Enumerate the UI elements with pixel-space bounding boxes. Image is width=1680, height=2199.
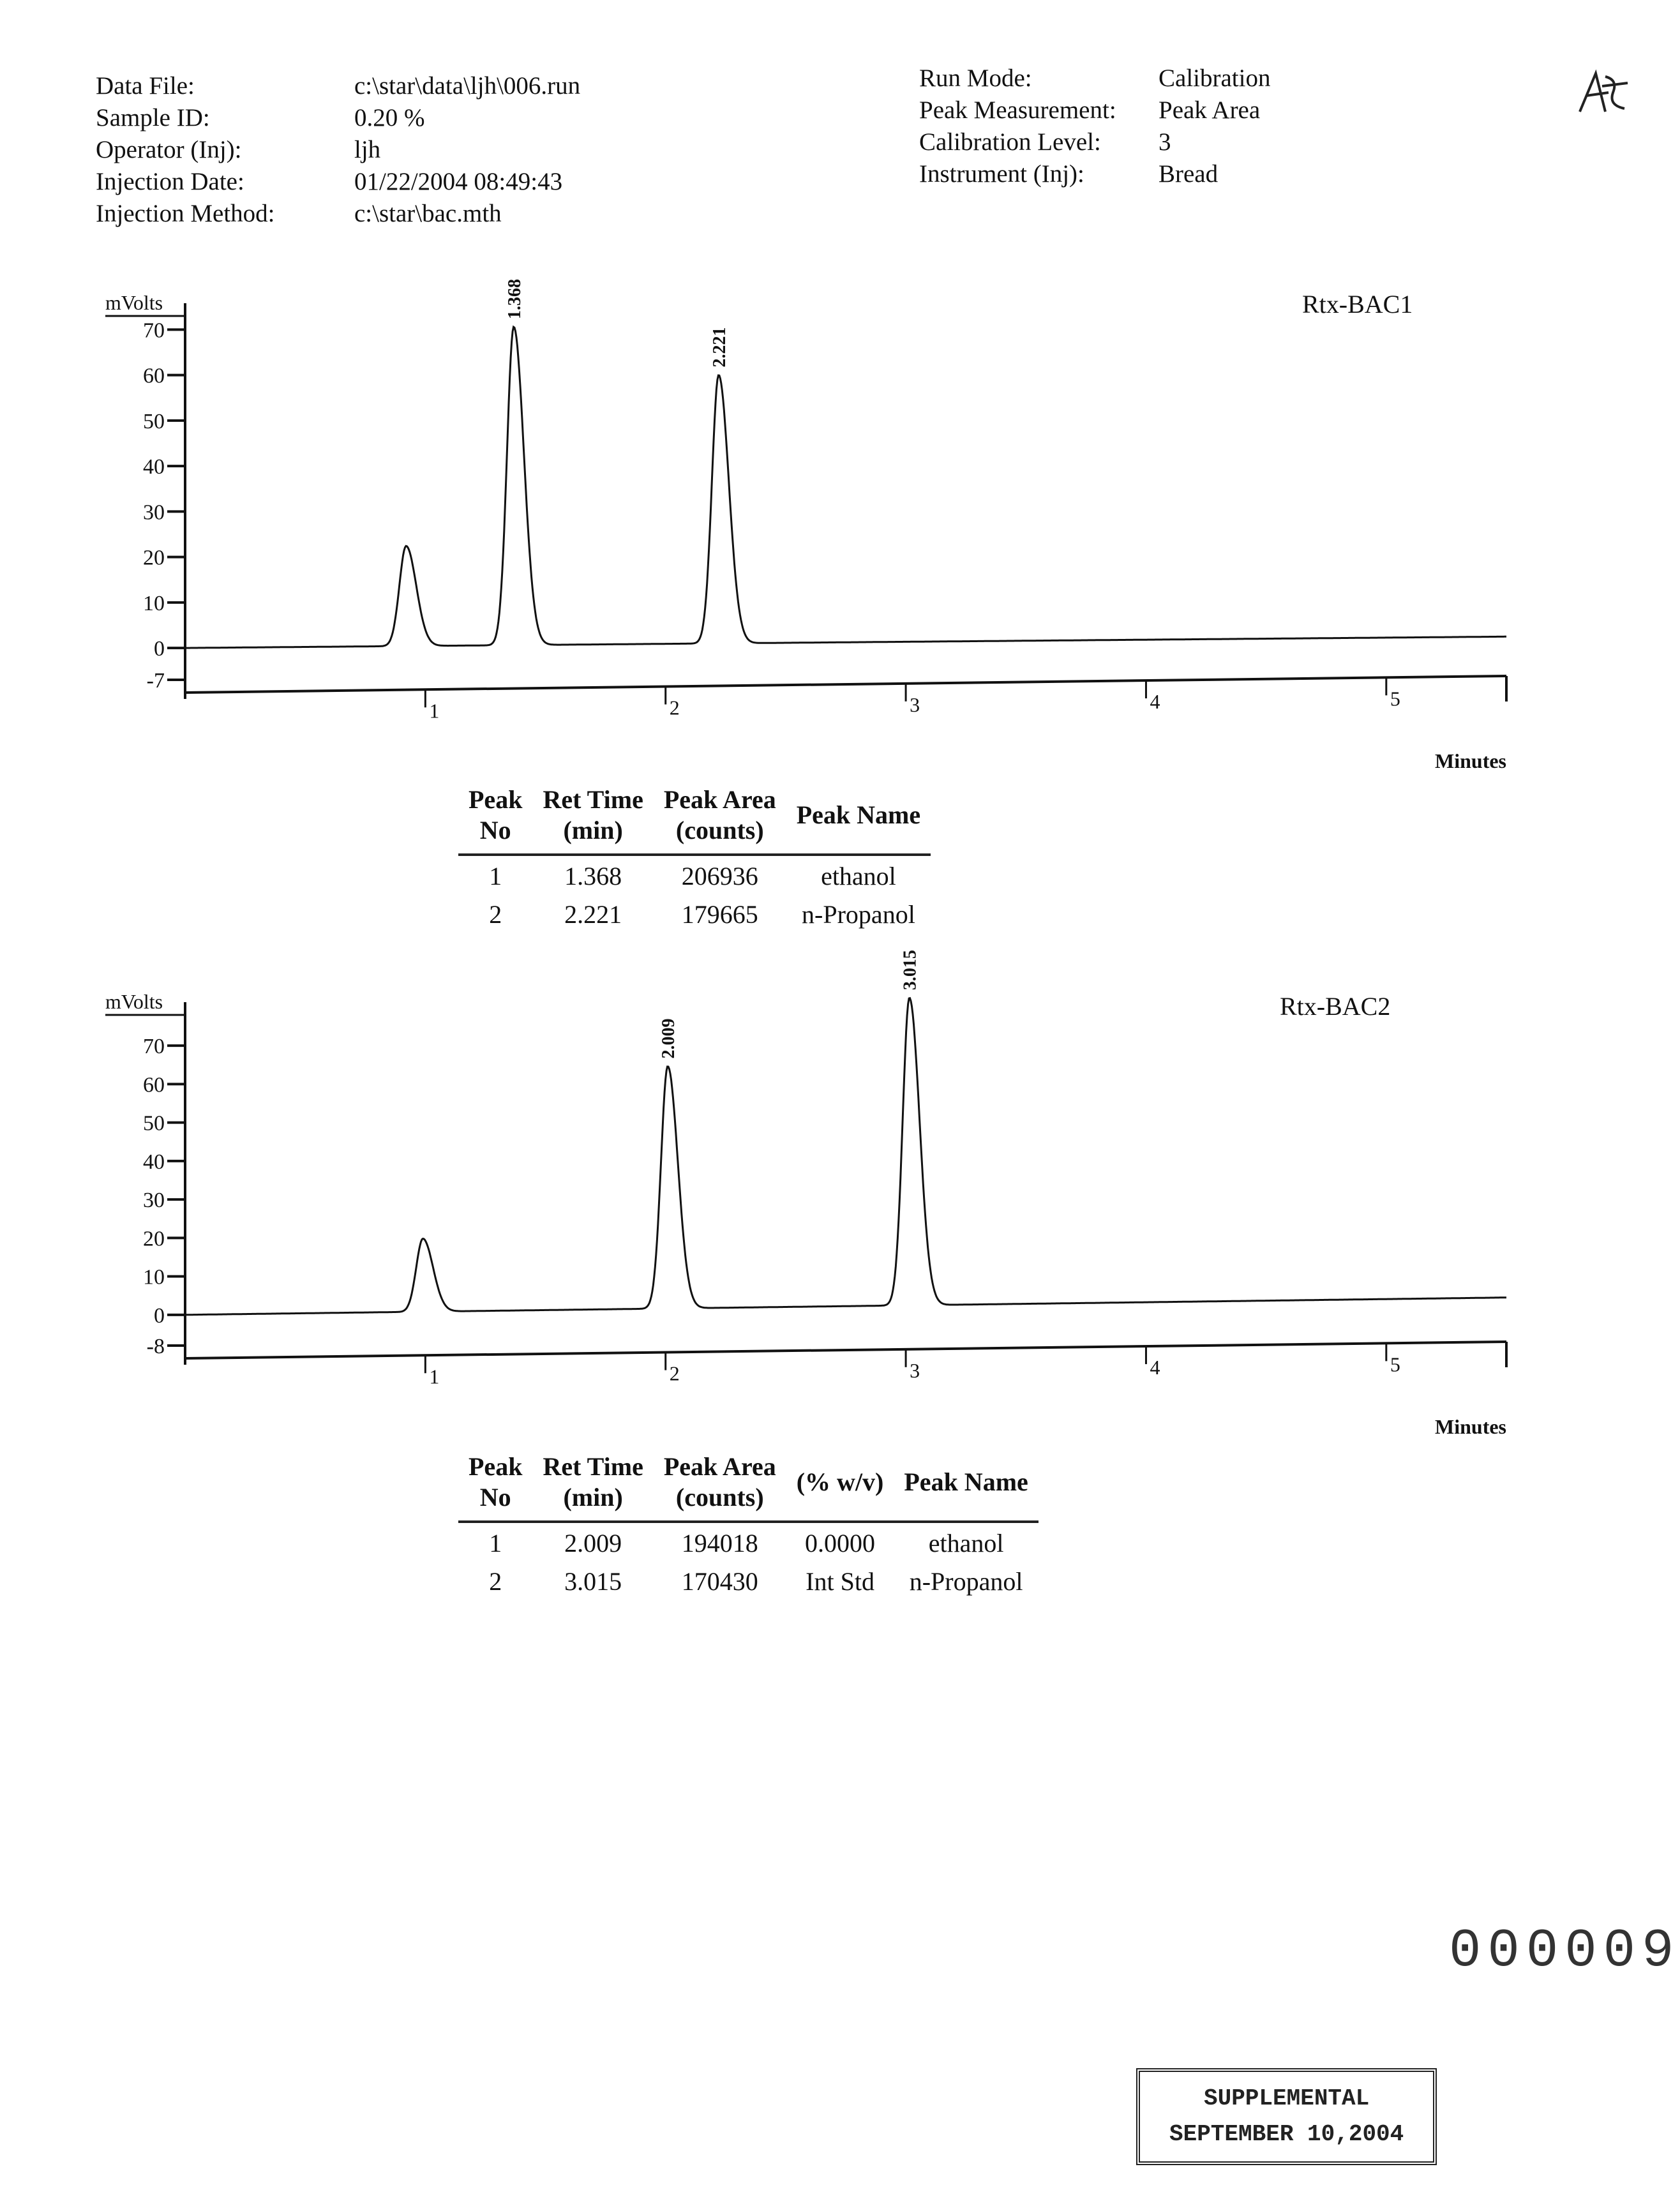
y-tick-label: 0 bbox=[154, 637, 165, 661]
y-tick-label: 30 bbox=[143, 1189, 165, 1213]
table-cell: 170430 bbox=[681, 1567, 758, 1596]
value-injection-date: 01/22/2004 08:49:43 bbox=[354, 168, 563, 195]
label-instrument: Instrument (Inj): bbox=[919, 160, 1084, 188]
value-operator: ljh bbox=[354, 136, 381, 163]
table-cell: 194018 bbox=[681, 1529, 758, 1557]
column-header: Ret Time (min) bbox=[532, 1449, 653, 1522]
header-right bbox=[919, 63, 1270, 190]
stamp-line-2: SEPTEMBER 10,2004 bbox=[1169, 2121, 1404, 2147]
y-tick-label: 40 bbox=[143, 455, 165, 479]
table-cell: 2 bbox=[489, 900, 502, 929]
x-axis-label: Minutes bbox=[1435, 1415, 1506, 1438]
peak-table-header bbox=[458, 1449, 1039, 1522]
x-axis-line bbox=[185, 676, 1506, 693]
table-row bbox=[458, 894, 931, 933]
y-tick-label: 50 bbox=[143, 1111, 165, 1136]
y-tick-label: 20 bbox=[143, 546, 165, 570]
y-tick-label: 30 bbox=[143, 500, 165, 525]
stamp-line-1: SUPPLEMENTAL bbox=[1204, 2085, 1370, 2112]
label-peak-measurement: Peak Measurement: bbox=[919, 96, 1116, 124]
column-header: Peak Area (counts) bbox=[654, 782, 786, 855]
column-header: Peak No bbox=[458, 782, 532, 855]
value-run-mode: Calibration bbox=[1159, 64, 1271, 92]
peak-table-header bbox=[458, 782, 931, 855]
value-sample-id: 0.20 % bbox=[354, 104, 425, 131]
y-tick-label: 10 bbox=[143, 1265, 165, 1289]
y-tick-label: -7 bbox=[146, 669, 165, 693]
column-header: Ret Time (min) bbox=[532, 782, 653, 855]
value-instrument: Bread bbox=[1159, 160, 1219, 188]
peak-table-body bbox=[458, 1522, 1039, 1600]
label-calibration-level: Calibration Level: bbox=[919, 128, 1101, 156]
value-injection-method: c:\star\bac.mth bbox=[354, 200, 502, 227]
peak-retention-label: 2.221 bbox=[709, 327, 730, 368]
y-tick-label: -8 bbox=[146, 1335, 165, 1358]
table-cell: n-Propanol bbox=[802, 900, 915, 929]
header-labels bbox=[96, 70, 354, 230]
x-axis-line bbox=[185, 1342, 1506, 1358]
chromatogram-rtx-bac2 bbox=[0, 950, 1675, 1438]
column-name-label: Rtx-BAC1 bbox=[1302, 290, 1413, 319]
x-tick-label: 3 bbox=[910, 1358, 920, 1382]
label-sample-id: Sample ID: bbox=[96, 104, 210, 131]
peak-retention-label: 1.368 bbox=[504, 278, 525, 319]
table-cell: 2.009 bbox=[564, 1529, 622, 1557]
y-tick-label: 60 bbox=[143, 1073, 165, 1097]
column-header: (% w/v) bbox=[786, 1449, 894, 1522]
table-cell: 206936 bbox=[681, 862, 758, 890]
y-tick-label: 70 bbox=[143, 319, 165, 343]
y-tick-label: 70 bbox=[143, 1035, 165, 1059]
x-tick-label: 5 bbox=[1390, 687, 1400, 710]
column-header: Peak Area (counts) bbox=[654, 1449, 786, 1522]
label-operator: Operator (Inj): bbox=[96, 136, 242, 163]
table-cell: 1.368 bbox=[564, 862, 622, 890]
table-cell: 2.221 bbox=[564, 900, 622, 929]
header-right-labels bbox=[919, 63, 1159, 190]
label-injection-date: Injection Date: bbox=[96, 168, 244, 195]
value-calibration-level: 3 bbox=[1159, 128, 1171, 156]
table-cell: 2 bbox=[489, 1567, 502, 1596]
peak-retention-label: 2.009 bbox=[659, 1018, 679, 1059]
table-cell: 1 bbox=[489, 1529, 502, 1557]
x-tick-label: 3 bbox=[910, 693, 920, 716]
table-cell: 1 bbox=[489, 862, 502, 890]
x-tick-label: 1 bbox=[429, 699, 440, 723]
column-header: Peak Name bbox=[894, 1449, 1038, 1522]
table-row bbox=[458, 1561, 1039, 1600]
y-tick-label: 20 bbox=[143, 1227, 165, 1251]
table-cell: 179665 bbox=[681, 900, 758, 929]
chromatogram-rtx-bac1 bbox=[0, 255, 1675, 785]
page-number: 000009 bbox=[1449, 1921, 1680, 1982]
y-axis-label: mVolts bbox=[105, 291, 163, 314]
initials-signature bbox=[1573, 67, 1631, 118]
peak-table-rtx-bac2 bbox=[458, 1449, 1039, 1600]
table-cell: Int Std bbox=[806, 1567, 874, 1596]
x-tick-label: 1 bbox=[429, 1365, 440, 1388]
y-tick-label: 50 bbox=[143, 409, 165, 433]
y-tick-label: 60 bbox=[143, 364, 165, 388]
chromatogram-trace bbox=[185, 327, 1506, 648]
table-cell: n-Propanol bbox=[909, 1567, 1023, 1596]
table-cell: 0.0000 bbox=[805, 1529, 876, 1557]
peak-retention-label: 3.015 bbox=[900, 950, 920, 991]
x-tick-label: 2 bbox=[669, 1362, 680, 1385]
column-header: Peak No bbox=[458, 1449, 532, 1522]
header-right-values bbox=[1159, 63, 1270, 190]
value-peak-measurement: Peak Area bbox=[1159, 96, 1261, 124]
chromatogram-trace bbox=[185, 998, 1506, 1315]
x-tick-label: 5 bbox=[1390, 1353, 1400, 1376]
peak-table-body bbox=[458, 855, 931, 933]
table-row bbox=[458, 1522, 1039, 1561]
x-axis-label: Minutes bbox=[1435, 749, 1506, 772]
column-header: Peak Name bbox=[786, 782, 931, 855]
x-tick-label: 4 bbox=[1150, 1356, 1160, 1379]
supplemental-stamp bbox=[1136, 2068, 1437, 2165]
table-cell: 3.015 bbox=[564, 1567, 622, 1596]
value-data-file: c:\star\data\ljh\006.run bbox=[354, 72, 581, 100]
x-tick-label: 4 bbox=[1150, 690, 1160, 714]
table-cell: ethanol bbox=[928, 1529, 1004, 1557]
label-data-file: Data File: bbox=[96, 72, 195, 100]
peak-table-rtx-bac1 bbox=[458, 782, 931, 933]
y-axis-label: mVolts bbox=[105, 990, 163, 1013]
table-row bbox=[458, 855, 931, 894]
header-left bbox=[96, 70, 580, 230]
label-run-mode: Run Mode: bbox=[919, 64, 1032, 92]
y-tick-label: 10 bbox=[143, 591, 165, 615]
y-tick-label: 40 bbox=[143, 1150, 165, 1174]
table-cell: ethanol bbox=[821, 862, 896, 890]
header-values bbox=[354, 70, 580, 230]
y-tick-label: 0 bbox=[154, 1303, 165, 1328]
label-injection-method: Injection Method: bbox=[96, 200, 275, 227]
column-name-label: Rtx-BAC2 bbox=[1280, 992, 1391, 1021]
x-tick-label: 2 bbox=[669, 696, 680, 719]
